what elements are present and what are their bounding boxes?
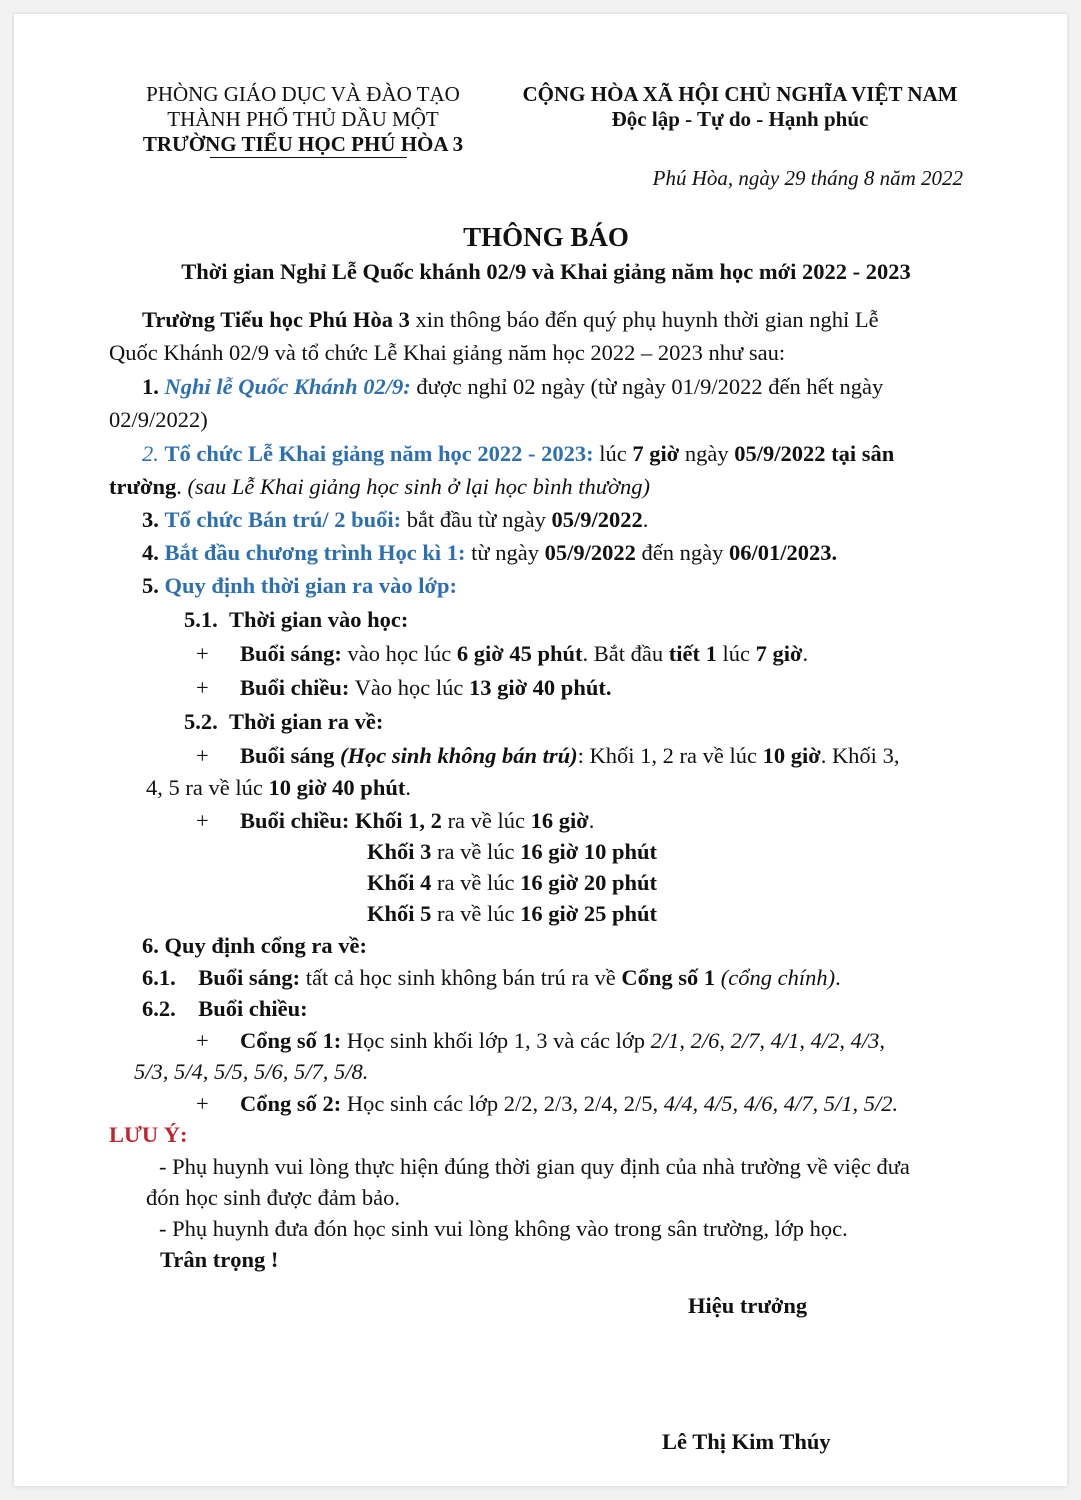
item-3 — [142, 504, 648, 535]
gate-1-row — [196, 1025, 885, 1056]
item-5-number: 5. — [142, 573, 159, 598]
item-2-text-2: ngày — [679, 441, 735, 466]
grade-time: 16 giờ 25 phút — [520, 901, 657, 926]
out-morning-note: (Học sinh không bán trú) — [340, 743, 578, 768]
grade-text: ra về lúc — [441, 808, 531, 833]
item-5-2-afternoon — [196, 805, 594, 836]
grade-label: Khối 1, 2 — [349, 808, 442, 833]
document-subtitle: Thời gian Nghỉ Lễ Quốc khánh 02/9 và Khai giảng năm học mới 2022 - 2023 — [181, 259, 911, 284]
bullet-plus: + — [196, 641, 209, 666]
item-5-1-number: 5.1. — [184, 607, 218, 632]
signer-role: Hiệu trưởng — [688, 1293, 808, 1318]
item-5 — [142, 570, 457, 601]
afternoon-time: 13 giờ 40 phút. — [468, 675, 612, 700]
morning-label: Buổi sáng: — [240, 641, 342, 666]
gate-2-text: Học sinh các lớp 2/2, 2/3, 2/4, 2/5, — [341, 1091, 664, 1116]
out-morning-time: 10 giờ — [762, 743, 821, 768]
item-5-2 — [184, 706, 383, 737]
item-6-1 — [142, 962, 841, 993]
item-2-punct: . — [176, 474, 188, 499]
morning-text-2: . Bắt đầu — [582, 641, 669, 666]
item-1 — [142, 371, 883, 402]
item-5-2-label: Thời gian ra về: — [229, 709, 384, 734]
item-6-2-label: Buổi chiều: — [198, 996, 308, 1021]
school-name: Trường Tiểu học Phú Hòa 3 — [142, 307, 410, 332]
item-5-1 — [184, 604, 408, 635]
org-line-3: TRƯỜNG TIỂU HỌC PHÚ HÒA 3 — [142, 132, 464, 156]
morning-text: vào học lúc — [341, 641, 457, 666]
item-4-text: từ ngày — [465, 540, 545, 565]
motto: Độc lập - Tự do - Hạnh phúc — [611, 107, 869, 131]
grade-row — [367, 867, 657, 898]
morning-punct: . — [802, 641, 809, 666]
item-6-1-number: 6.1. — [142, 965, 176, 990]
signer-name: Lê Thị Kim Thúy — [662, 1429, 831, 1454]
gate-1-text: Học sinh khối lớp 1, 3 và các lớp — [341, 1028, 651, 1053]
out-afternoon-label: Buổi chiều: — [240, 808, 350, 833]
item-4-text-2: đến ngày — [635, 540, 729, 565]
national-header — [510, 82, 970, 132]
note-line-2: - Phụ huynh đưa đón học sinh vui lòng không vào trong sân trường, lớp học. — [159, 1216, 848, 1241]
grade-label: Khối 4 — [367, 870, 432, 895]
item-6-label: Quy định cổng ra về: — [164, 933, 368, 958]
item-2-note: (sau Lễ Khai giảng học sinh ở lại học bình thường) — [187, 474, 650, 499]
org-line-2: THÀNH PHỐ THỦ DẦU MỘT — [167, 107, 439, 131]
item-5-1-morning — [196, 638, 808, 669]
intro-text-1: xin thông báo đến quý phụ huynh thời gian nghỉ Lễ — [409, 307, 879, 332]
grade-text: ra về lúc — [431, 870, 521, 895]
morning-time: 6 giờ 45 phút — [456, 641, 583, 666]
org-underline — [210, 157, 407, 158]
item-6-1-text: tất cả học sinh không bán trú ra về — [300, 965, 622, 990]
gate-1-note: (cổng chính) — [715, 965, 836, 990]
morning-period: tiết 1 — [668, 641, 717, 666]
item-2-place: trường — [109, 474, 177, 499]
item-3-date: 05/9/2022 — [551, 507, 643, 532]
bullet-plus: + — [196, 743, 209, 768]
bullet-plus: + — [196, 1028, 209, 1053]
gate-1-classes: 2/1, 2/6, 2/7, 4/1, 4/2, 4/3, — [650, 1028, 886, 1053]
gate-1-title: Cổng số 1: — [240, 1028, 342, 1053]
item-1-cont: 02/9/2022) — [109, 407, 208, 432]
grade-text: ra về lúc — [431, 901, 521, 926]
item-6-number: 6. — [142, 933, 159, 958]
bullet-plus: + — [196, 808, 209, 833]
item-4-number: 4. — [142, 540, 159, 565]
item-2-time: 7 giờ — [632, 441, 680, 466]
grade-row — [367, 898, 657, 929]
document-page — [14, 14, 1067, 1486]
item-6 — [142, 930, 367, 961]
intro-line-1 — [142, 304, 879, 335]
item-1-number: 1. — [142, 374, 159, 399]
item-6-2-number: 6.2. — [142, 996, 176, 1021]
out-morning-punct: . — [405, 775, 411, 800]
grade-punct: . — [588, 808, 595, 833]
afternoon-label: Buổi chiều: — [240, 675, 350, 700]
grade-row — [367, 836, 657, 867]
grade-time: 16 giờ 10 phút — [520, 839, 657, 864]
item-3-punct: . — [642, 507, 649, 532]
grade-time: 16 giờ 20 phút — [520, 870, 657, 895]
gate-1-label: Cổng số 1 — [621, 965, 716, 990]
gate-1-row-cont — [134, 1056, 368, 1087]
item-4-label: Bắt đầu chương trình Học kì 1: — [164, 540, 466, 565]
item-2-date-place: 05/9/2022 tại sân — [734, 441, 895, 466]
grade-text: ra về lúc — [431, 839, 521, 864]
item-5-2-morning-cont — [146, 772, 411, 803]
morning-text-3: lúc — [716, 641, 756, 666]
out-morning-text: : Khối 1, 2 ra về lúc — [577, 743, 763, 768]
grade-label: Khối 5 — [367, 901, 432, 926]
gate-2-row — [196, 1088, 898, 1119]
item-4 — [142, 537, 837, 568]
item-1-label: Nghỉ lễ Quốc Khánh 02/9: — [164, 374, 411, 399]
item-6-1-punct: . — [835, 965, 841, 990]
item-2-text: lúc — [593, 441, 633, 466]
grade-label: Khối 3 — [367, 839, 432, 864]
item-3-text: bắt đầu từ ngày — [401, 507, 552, 532]
item-5-label: Quy định thời gian ra vào lớp: — [164, 573, 457, 598]
item-6-2 — [142, 993, 308, 1024]
gate-2-classes: 4/4, 4/5, 4/6, 4/7, 5/1, 5/2. — [663, 1091, 899, 1116]
item-4-end-date: 06/01/2023. — [728, 540, 838, 565]
item-2-label: Tổ chức Lễ Khai giảng năm học 2022 - 2023: — [164, 441, 594, 466]
document-date: Phú Hòa, ngày 29 tháng 8 năm 2022 — [652, 166, 963, 190]
out-morning-label: Buổi sáng — [240, 743, 341, 768]
item-6-1-label: Buổi sáng: — [198, 965, 301, 990]
note-line-1-cont: đón học sinh được đảm bảo. — [146, 1185, 401, 1210]
note-heading: LƯU Ý: — [109, 1122, 188, 1147]
item-2-cont — [109, 471, 650, 502]
item-3-number: 3. — [142, 507, 159, 532]
item-3-label: Tổ chức Bán trú/ 2 buổi: — [164, 507, 402, 532]
morning-period-time: 7 giờ — [755, 641, 803, 666]
country-name: CỘNG HÒA XÃ HỘI CHỦ NGHĨA VIỆT NAM — [522, 82, 958, 106]
item-5-2-number: 5.2. — [184, 709, 218, 734]
out-morning-text-3: 4, 5 ra về lúc — [146, 775, 269, 800]
bullet-plus: + — [196, 675, 209, 700]
item-5-2-morning — [196, 740, 899, 771]
document-title: THÔNG BÁO — [463, 222, 629, 252]
bullet-plus: + — [196, 1091, 209, 1116]
gate-2-title: Cổng số 2: — [240, 1091, 342, 1116]
afternoon-text: Vào học lúc — [349, 675, 469, 700]
gate-1-classes-2: 5/3, 5/4, 5/5, 5/6, 5/7, 5/8. — [134, 1059, 369, 1084]
out-morning-text-2: . Khối 3, — [820, 743, 900, 768]
org-line-1: PHÒNG GIÁO DỤC VÀ ĐÀO TẠO — [146, 82, 460, 106]
item-1-text: được nghỉ 02 ngày (từ ngày 01/9/2022 đến hết ngày — [410, 374, 884, 399]
item-2-number: 2. — [142, 441, 159, 466]
out-morning-time-2: 10 giờ 40 phút — [268, 775, 406, 800]
intro-line-2: Quốc Khánh 02/9 và tổ chức Lễ Khai giảng năm học 2022 – 2023 như sau: — [109, 340, 786, 365]
issuing-org-block — [134, 82, 472, 157]
note-line-1: - Phụ huynh vui lòng thực hiện đúng thời gian quy định của nhà trường về việc đưa — [159, 1154, 910, 1179]
item-5-1-afternoon — [196, 672, 611, 703]
closing: Trân trọng ! — [160, 1247, 279, 1272]
item-5-1-label: Thời gian vào học: — [229, 607, 409, 632]
item-2 — [142, 438, 894, 469]
item-4-start-date: 05/9/2022 — [544, 540, 636, 565]
grade-time: 16 giờ — [530, 808, 589, 833]
